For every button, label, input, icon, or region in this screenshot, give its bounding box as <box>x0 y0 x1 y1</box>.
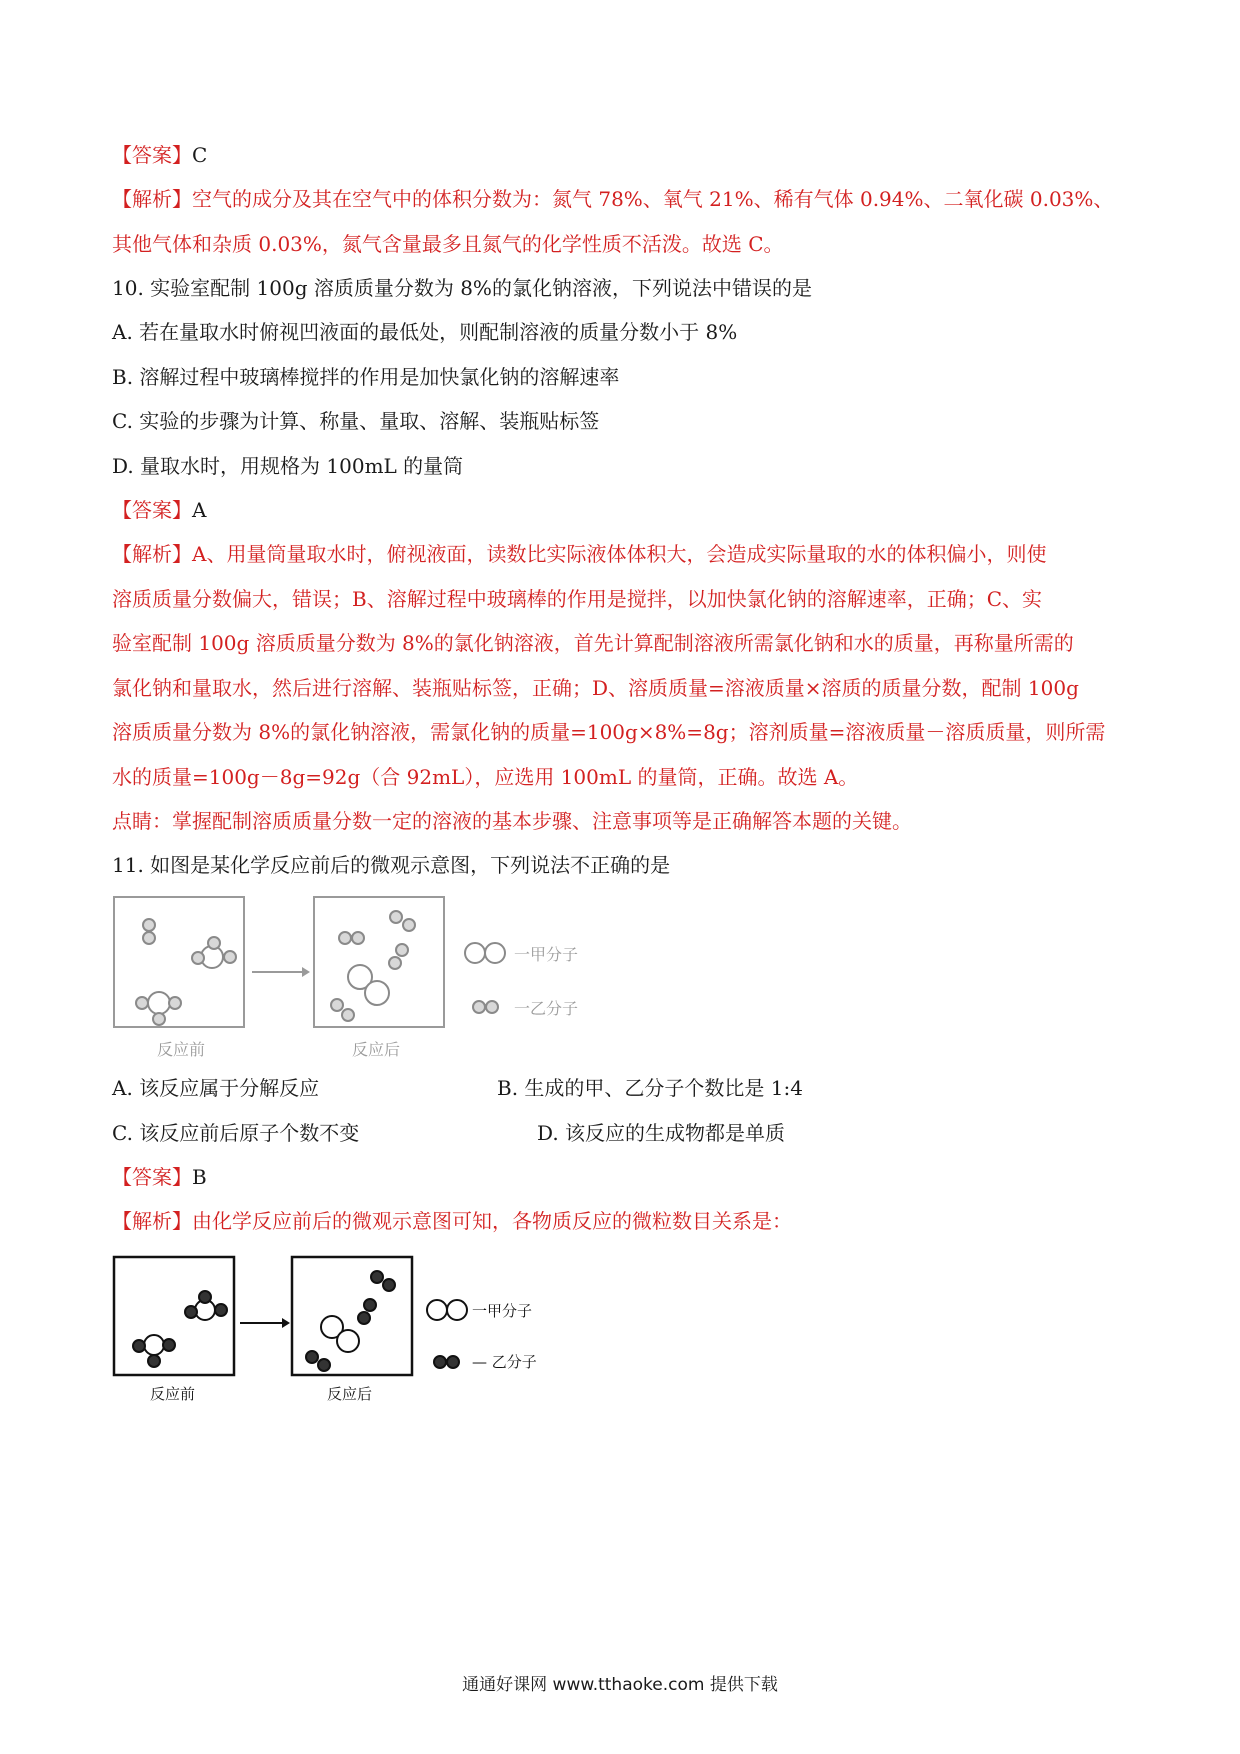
reaction-diagram-2 <box>112 1255 632 1415</box>
q10-analysis-line-1 <box>112 540 1046 568</box>
q10-analysis-line-2: 溶质质量分数偏大，错误；B、溶解过程中玻璃棒的作用是搅拌，以加快氯化钠的溶解速率，正确；C、实 <box>112 587 1042 611</box>
after-label-2: 反应后 <box>327 1385 373 1403</box>
before-label: 反应前 <box>157 1040 206 1059</box>
q9-answer-line <box>112 141 207 169</box>
q10-option-a: A. 若在量取水时俯视凹液面的最低处，则配制溶液的质量分数小于 8% <box>112 320 738 344</box>
analysis-tag: 【解析】 <box>112 1209 192 1233</box>
analysis-text: 空气的成分及其在空气中的体积分数为：氮气 78%、氧气 21%、稀有气体 0.94%、二氧化碳 0.03%、 <box>192 187 1114 211</box>
legend-yi-label: 一乙分子 <box>514 999 579 1018</box>
q10-analysis-line-5: 溶质质量分数为 8%的氯化钠溶液，需氯化钠的质量=100g×8%=8g；溶剂质量=溶液质量－溶质质量，则所需 <box>112 720 1106 744</box>
q11-options-row-2 <box>112 1119 786 1147</box>
q11-option-d: D. 该反应的生成物都是单质 <box>537 1121 786 1145</box>
answer-tag: 【答案】 <box>112 1165 192 1189</box>
analysis-tag: 【解析】 <box>112 542 192 566</box>
analysis-text: 由化学反应前后的微观示意图可知，各物质反应的微粒数目关系是： <box>192 1209 792 1233</box>
before-box <box>114 1257 234 1375</box>
q10-option-c: C. 实验的步骤为计算、称量、量取、溶解、装瓶贴标签 <box>112 409 600 433</box>
legend-jia-label: 一甲分子 <box>514 945 579 964</box>
q10-analysis-line-3: 验室配制 100g 溶质质量分数为 8%的氯化钠溶液，首先计算配制溶液所需氯化钠和水的质量，再称量所需的 <box>112 631 1074 655</box>
after-label: 反应后 <box>352 1040 401 1059</box>
answer-tag: 【答案】 <box>112 498 192 522</box>
page-footer: 通通好课网 www.tthaoke.com 提供下载 <box>462 1675 778 1695</box>
q10-analysis-line-4: 氯化钠和量取水，然后进行溶解、装瓶贴标签，正确；D、溶质质量=溶液质量×溶质的质量分数，配制 100g <box>112 676 1079 700</box>
answer-tag: 【答案】 <box>112 143 192 167</box>
before-label-2: 反应前 <box>150 1385 196 1403</box>
q10-answer-line <box>112 496 206 524</box>
legend-yi-label-2: — 乙分子 <box>472 1353 537 1371</box>
legend-jia-label-2: 一甲分子 <box>472 1302 533 1320</box>
q11-option-c: C. 该反应前后原子个数不变 <box>112 1121 360 1145</box>
legend-yi-text-2: 乙分子 <box>491 1353 537 1371</box>
q11-analysis-line <box>112 1207 792 1235</box>
answer-value: B <box>192 1165 207 1189</box>
analysis-tag: 【解析】 <box>112 187 192 211</box>
q11-option-a: A. 该反应属于分解反应 <box>112 1076 320 1100</box>
answer-value: A <box>192 498 207 522</box>
q10-analysis-line-6: 水的质量=100g－8g=92g（合 92mL），应选用 100mL 的量筒，正确。故选 A。 <box>112 765 859 789</box>
answer-value: C <box>192 143 208 167</box>
q9-analysis-line-1 <box>112 185 1113 213</box>
q10-stem: 10. 实验室配制 100g 溶质质量分数为 8%的氯化钠溶液，下列说法中错误的是 <box>112 276 812 300</box>
q11-option-b: B. 生成的甲、乙分子个数比是 1:4 <box>497 1076 803 1100</box>
q10-option-b: B. 溶解过程中玻璃棒搅拌的作用是加快氯化钠的溶解速率 <box>112 365 620 389</box>
q9-analysis-line-2: 其他气体和杂质 0.03%，氮气含量最多且氮气的化学性质不活泼。故选 C。 <box>112 232 784 256</box>
reaction-diagram-1 <box>112 895 672 1075</box>
q10-tip: 点睛：掌握配制溶质质量分数一定的溶液的基本步骤、注意事项等是正确解答本题的关键。 <box>112 809 912 833</box>
q11-answer-line <box>112 1163 207 1191</box>
q10-option-d: D. 量取水时，用规格为 100mL 的量筒 <box>112 454 464 478</box>
analysis-text: A、用量筒量取水时，俯视液面，读数比实际液体体积大，会造成实际量取的水的体积偏小，则使 <box>192 542 1047 566</box>
q11-stem: 11. 如图是某化学反应前后的微观示意图，下列说法不正确的是 <box>112 853 671 877</box>
q11-options-row-1 <box>112 1074 803 1102</box>
